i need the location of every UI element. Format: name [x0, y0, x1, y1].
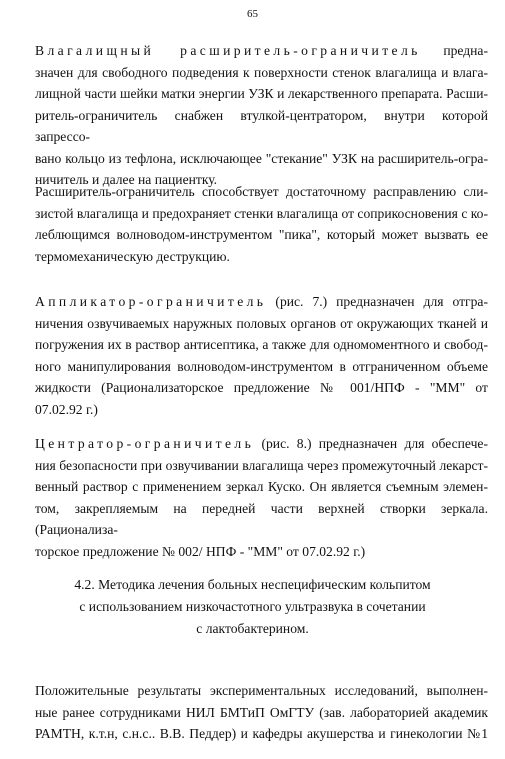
paragraph-results: [35, 680, 488, 745]
text-line: погружения их в раствор антисептика, а также для одномоментного и свобод-: [35, 337, 488, 352]
spaced-term: Аппликатор-ограничитель: [35, 294, 267, 309]
text-line-last: 07.02.92 г.): [35, 401, 98, 417]
paragraph-centrator: [35, 433, 488, 562]
text-line: жидкости (Рационализаторское предложение № 001/НПФ - "ММ" от: [35, 380, 488, 395]
paragraph-applicator: [35, 291, 488, 420]
text-line: венный раствор с применением зеркал Куско. Он является съемным элемен-: [35, 479, 488, 494]
text-line: лищной части шейки матки энергии УЗК и лекарственного препарата. Расши-: [35, 86, 488, 101]
spaced-term: Влагалищный расширитель-ограничитель: [35, 43, 421, 58]
text-line: Положительные результаты экспериментальных исследований, выполнен-: [35, 683, 488, 698]
text-line: РАМТН, к.т.н, с.н.с.. В.В. Педдер) и кафедры акушерства и гинекологии №1: [35, 726, 488, 741]
text-line: ные ранее сотрудниками НИЛ БМТиП ОмГТУ (зав. лабораторией академик: [35, 704, 488, 720]
text-line: зистой влагалища и предохраняет стенки влагалища от соприкосновения с ко-: [35, 205, 488, 221]
text-line: значен для свободного подведения к поверхности стенок влагалища и влага-: [35, 64, 488, 80]
text-line: леблющимся волноводом-инструментом "пика", который может вызвать ее: [35, 227, 488, 242]
text-line: Аппликатор-ограничитель (рис. 7.) предназначен для отгра-: [35, 294, 488, 309]
text-line: Центратор-ограничитель (рис. 8.) предназначен для обеспече-: [35, 436, 488, 451]
text-line: ного манипулирования волноводом-инструментом в отграниченном объеме: [35, 358, 488, 374]
heading-line: с лактобактерином.: [196, 621, 309, 636]
heading-line: с использованием низкочастотного ультразвука в сочетании: [79, 599, 426, 614]
text-line: том, закрепляемым на передней части верхней створки зеркала. (Рационализа-: [35, 500, 488, 537]
text-line: ритель-ограничитель снабжен втулкой-центратором, внутри которой запрессо-: [35, 107, 488, 144]
text-line-last: ничитель и далее на пациентку.: [35, 172, 218, 187]
heading-line: 4.2. Методика лечения больных неспецифическим кольпитом: [74, 577, 431, 592]
page-number: 65: [247, 8, 258, 20]
text-line: Расширитель-ограничитель способствует достаточному расправлению сли-: [35, 184, 488, 199]
paragraph-dilator-function: [35, 181, 488, 267]
paragraph-vaginal-dilator: [35, 40, 488, 191]
text-line: ничения озвучиваемых наружных половых органов от окружающих тканей и: [35, 315, 488, 331]
text-line-last: термомеханическую деструкцию.: [35, 248, 230, 264]
text-line: Влагалищный расширитель-ограничитель предна-: [35, 43, 488, 58]
text-line: вано кольцо из тефлона, исключающее "стекание" УЗК на расширитель-огра-: [35, 150, 488, 166]
section-heading: [30, 574, 475, 640]
text-line-last: торское предложение № 002/ НПФ - "ММ" от 07.02.92 г.): [35, 543, 366, 559]
text-line: ния безопасности при озвучивании влагалища через промежуточный лекарст-: [35, 457, 488, 473]
spaced-term: Центратор-ограничитель: [35, 436, 255, 451]
